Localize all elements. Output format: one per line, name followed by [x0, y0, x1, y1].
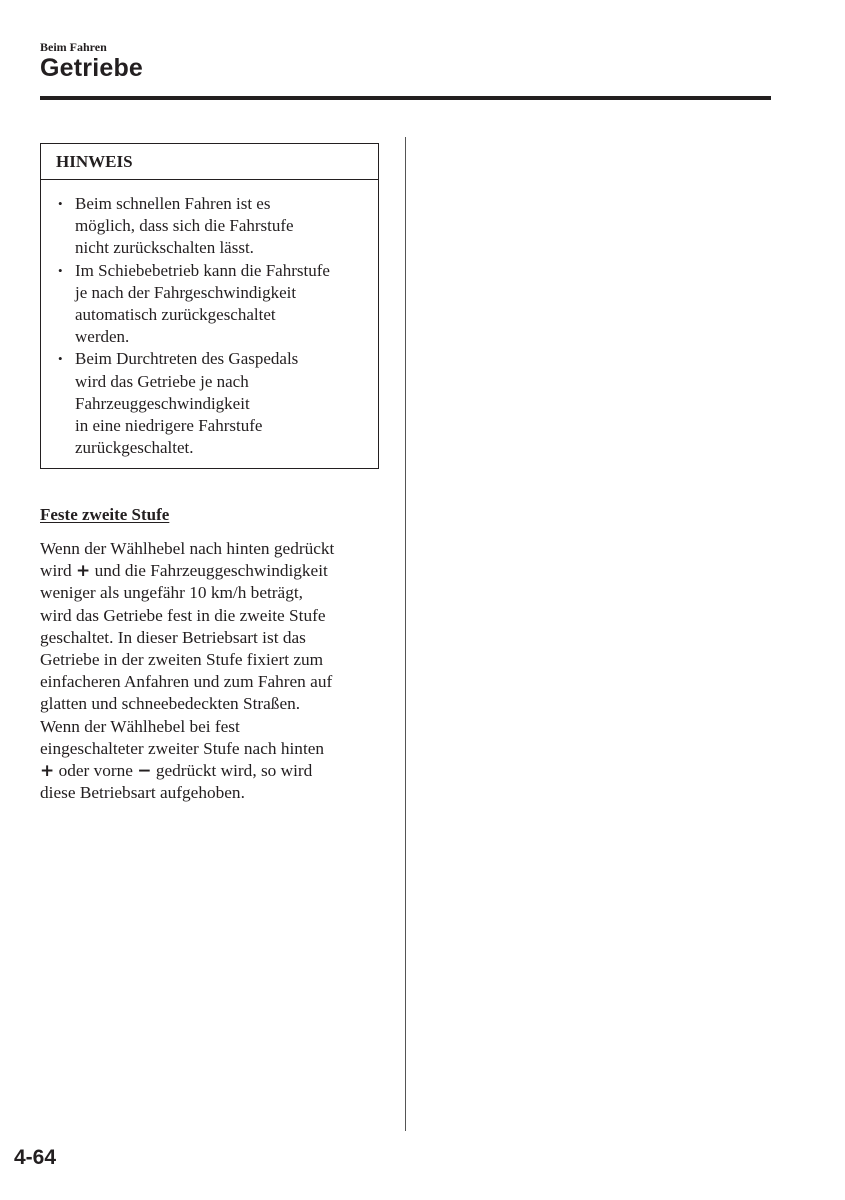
note-line: Im Schiebebetrieb kann die Fahrstufe [75, 260, 330, 280]
body-paragraph [40, 538, 385, 804]
note-box [40, 143, 379, 469]
body-line: wird das Getriebe fest in die zweite Stufe [40, 605, 326, 625]
page-number: 4-64 [14, 1146, 57, 1169]
body-text-fragment: und die Fahrzeuggeschwindigkeit [94, 561, 328, 581]
note-line: automatisch zurückgeschaltet [75, 305, 276, 325]
note-line: wird das Getriebe je nach [75, 371, 249, 391]
note-line: nicht zurückschalten lässt. [75, 238, 254, 258]
section-label: Beim Fahren [40, 40, 107, 54]
column-divider [405, 137, 406, 1131]
note-line: je nach der Fahrgeschwindigkeit [75, 282, 297, 302]
plus-icon: + [40, 761, 55, 782]
body-line [40, 760, 385, 782]
bullet-icon: • [58, 351, 63, 367]
body-line: diese Betriebsart aufgehoben. [40, 783, 245, 803]
body-text-fragment: gedrückt wird, so wird [155, 761, 313, 781]
note-line: werden. [75, 327, 130, 347]
page-title: Getriebe [40, 54, 144, 82]
note-line: Beim Durchtreten des Gaspedals [75, 349, 299, 369]
body-text-fragment: oder vorne [58, 761, 133, 781]
note-line: Beim schnellen Fahren ist es [75, 194, 271, 213]
note-list [41, 180, 378, 459]
body-line: glatten und schneebedeckten Straßen. [40, 694, 301, 714]
body-line: Wenn der Wählhebel bei fest [40, 716, 240, 736]
section-heading: Feste zweite Stufe [40, 505, 170, 524]
body-text-fragment: wird [40, 561, 72, 581]
note-line: zurückgeschaltet. [75, 438, 194, 458]
note-line: in eine niedrigere Fahrstufe [75, 416, 263, 436]
note-item [58, 348, 372, 459]
note-heading: HINWEIS [41, 144, 378, 180]
body-line [40, 560, 385, 582]
minus-icon: − [137, 761, 152, 782]
body-line: Getriebe in der zweiten Stufe fixiert zum [40, 650, 324, 670]
body-line: eingeschalteter zweiter Stufe nach hinten [40, 738, 325, 758]
note-line: Fahrzeuggeschwindigkeit [75, 393, 250, 413]
header-rule [40, 96, 771, 100]
body-line: weniger als ungefähr 10 km/h beträgt, [40, 583, 303, 603]
plus-icon: + [76, 561, 91, 582]
body-line: einfacheren Anfahren und zum Fahren auf [40, 672, 333, 692]
body-line: geschaltet. In dieser Betriebsart ist das [40, 627, 306, 647]
bullet-icon: • [58, 262, 63, 278]
note-item [58, 193, 372, 260]
note-line: möglich, dass sich die Fahrstufe [75, 216, 294, 236]
note-item [58, 260, 372, 349]
bullet-icon: • [58, 196, 63, 211]
body-line: Wenn der Wählhebel nach hinten gedrückt [40, 539, 335, 558]
